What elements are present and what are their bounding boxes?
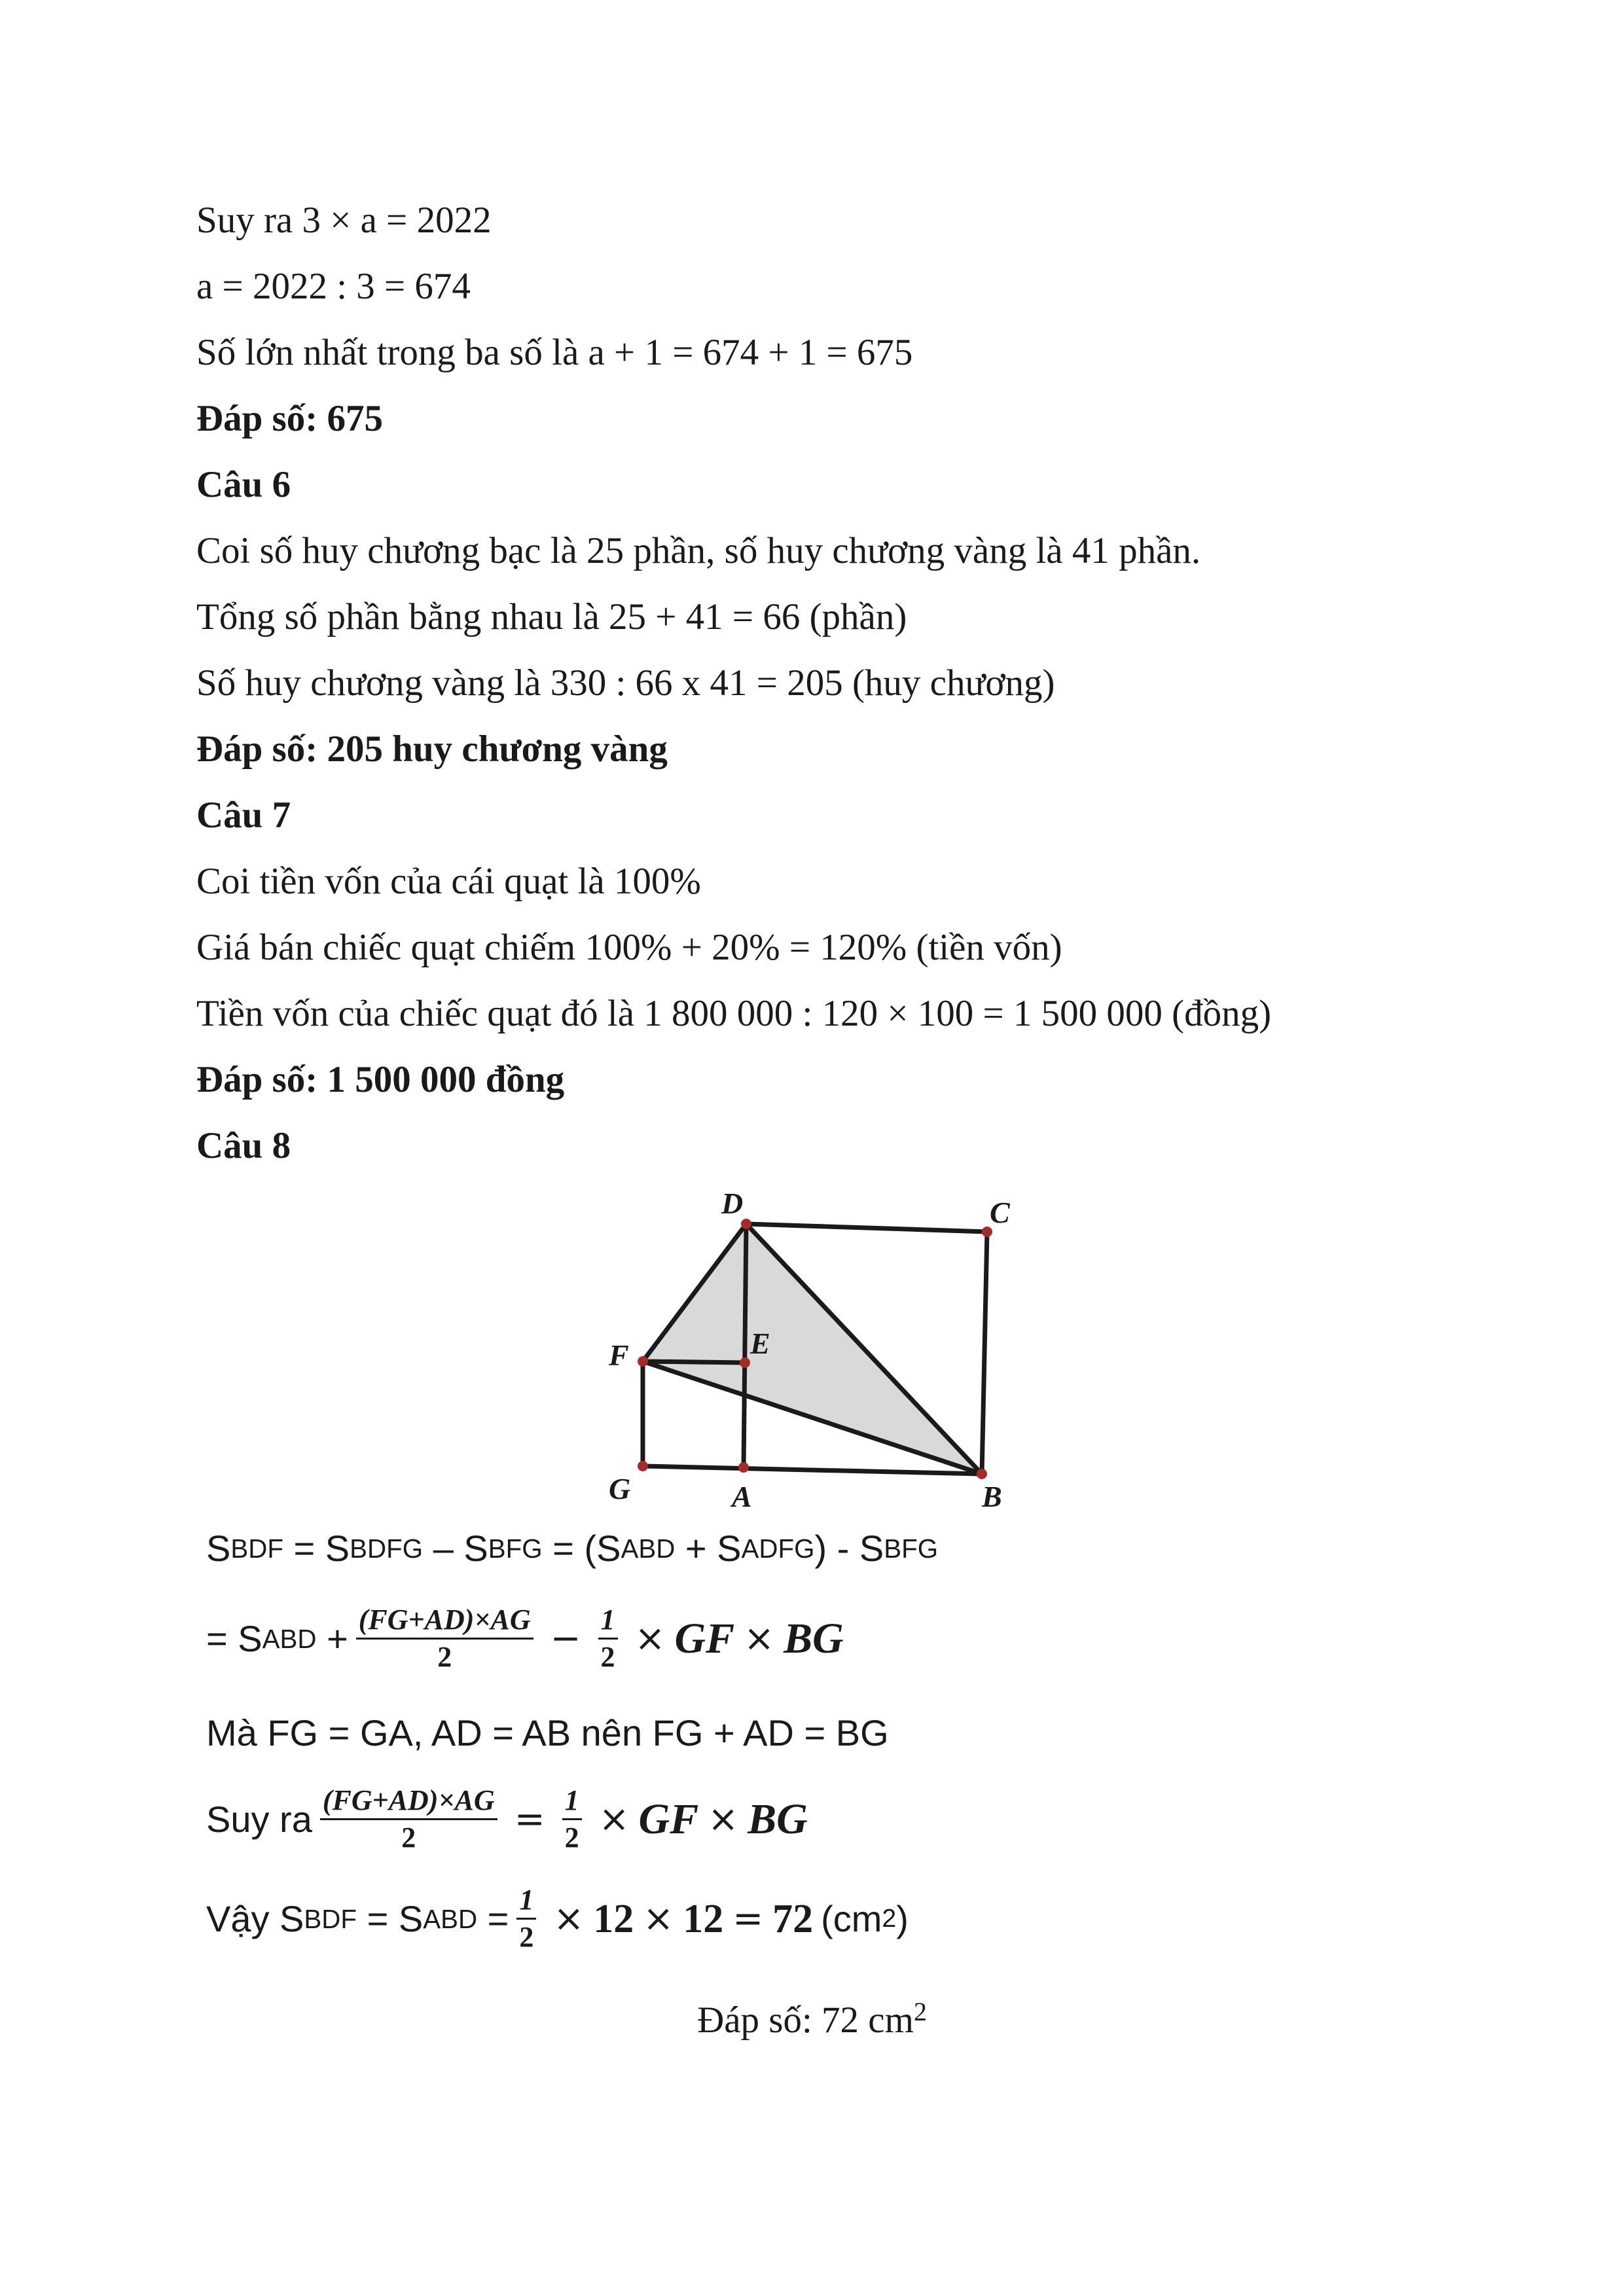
- text-eq-paren: = (S: [542, 1528, 621, 1569]
- sym-s: S: [206, 1528, 231, 1569]
- label-d: D: [721, 1187, 744, 1220]
- label-e: E: [750, 1327, 770, 1360]
- heading-cau-8: Câu 8: [196, 1125, 291, 1166]
- label-g: G: [609, 1472, 631, 1505]
- half-denominator: 2: [519, 1921, 534, 1954]
- text-line-1: Suy ra 3 × a = 2022: [196, 200, 492, 241]
- text-line-6: Coi số huy chương bạc là 25 phần, số huy chương vàng là 41 phần.: [196, 530, 1201, 571]
- op-minus: −: [550, 1617, 581, 1660]
- answer-line-675: Đáp số: 675: [196, 398, 384, 439]
- op-times: ×: [598, 1797, 630, 1840]
- var-gf: GF: [638, 1795, 699, 1843]
- fraction-numerator: (FG+AD)×AG: [320, 1785, 497, 1820]
- label-b: B: [982, 1480, 1002, 1513]
- text-line-2: a = 2022 : 3 = 674: [196, 266, 471, 307]
- final-answer-power: 2: [913, 1997, 927, 2027]
- shaded-triangle-bdf: [643, 1224, 982, 1474]
- num-72: 72: [772, 1896, 814, 1941]
- fraction-denominator: 2: [437, 1641, 452, 1674]
- math-line-5: Vậy S BDF = S ABD = $\frac{1}{2}$ × 12 × 12 = 72 (cm 2 ): [206, 1884, 909, 1954]
- point-g: [638, 1461, 648, 1471]
- op-times: ×: [553, 1897, 585, 1940]
- text-line-12: Giá bán chiếc quạt chiếm 100% + 20% = 120% (tiền vốn): [196, 927, 1062, 968]
- unit-close: ): [896, 1897, 909, 1939]
- op-times: ×: [634, 1617, 666, 1660]
- text-eq: =: [477, 1897, 509, 1939]
- text-line-13: Tiền vốn của chiếc quạt đó là 1 800 000 : 120 × 100 = 1 500 000 (đồng): [196, 993, 1272, 1034]
- text-line-11: Coi tiền vốn của cái quạt là 100%: [196, 861, 701, 902]
- text-plus: + S: [675, 1528, 742, 1569]
- half-numerator: 1: [598, 1605, 618, 1640]
- fraction-denominator: 2: [401, 1821, 416, 1854]
- text-minus: – S: [423, 1528, 488, 1569]
- unit-cm: (cm: [821, 1897, 882, 1939]
- edge-fe: [643, 1361, 745, 1363]
- fraction-numerator: (FG+AD)×AG: [356, 1605, 533, 1640]
- heading-cau-7: Câu 7: [196, 795, 291, 836]
- fraction-one-half: [598, 1605, 618, 1672]
- text-close-minus: ) - S: [814, 1528, 884, 1569]
- text-suy-ra: Suy ra: [206, 1798, 312, 1840]
- fraction-one-half: [562, 1785, 582, 1853]
- op-equals: =: [732, 1897, 764, 1940]
- final-answer: [0, 1997, 1624, 2041]
- num-12: 12: [593, 1896, 634, 1941]
- op-times-2: ×: [643, 1897, 674, 1940]
- half-denominator: 2: [600, 1641, 615, 1674]
- text-eq: = S: [283, 1528, 350, 1569]
- text-line-7: Tổng số phần bằng nhau là 25 + 41 = 66 (phần): [196, 596, 907, 637]
- edge-dc: [746, 1224, 987, 1232]
- text-line-8: Số huy chương vàng là 330 : 66 x 41 = 205 (huy chương): [196, 662, 1055, 704]
- edge-gb: [643, 1466, 982, 1474]
- var-gf: GF: [674, 1614, 735, 1662]
- math-line-3: Mà FG = GA, AD = AB nên FG + AD = BG: [206, 1712, 889, 1753]
- point-a: [738, 1462, 749, 1473]
- label-c: C: [990, 1196, 1010, 1229]
- final-answer-text: Đáp số: 72 cm: [697, 2000, 914, 2041]
- var-bg: BG: [748, 1795, 808, 1843]
- op-times-2: ×: [708, 1797, 739, 1840]
- op-times-2: ×: [744, 1617, 775, 1660]
- math-line-2: = S ABD + $\frac{(FG+AD)\times AG}{2}$ − $\frac{1}{2}$ × GF × BG: [206, 1604, 844, 1674]
- half-denominator: 2: [564, 1821, 579, 1854]
- fraction-fg-ad-ag: [356, 1605, 533, 1672]
- answer-line-1500000: Đáp số: 1 500 000 đồng: [196, 1059, 565, 1100]
- fraction-one-half: [516, 1885, 536, 1952]
- point-b: [977, 1469, 987, 1479]
- math-line-1: S BDF = S BDFG – S BFG = (S ABD + S ADFG ) - S BFG: [206, 1528, 939, 1569]
- geometry-figure: [589, 1172, 1034, 1518]
- text-eq-s: = S: [206, 1617, 262, 1659]
- op-equals: =: [514, 1797, 545, 1840]
- text-eq-s: = S: [357, 1897, 424, 1939]
- point-d: [741, 1219, 751, 1229]
- heading-cau-6: Câu 6: [196, 464, 291, 505]
- edge-da: [744, 1224, 746, 1467]
- half-numerator: 1: [562, 1785, 582, 1820]
- var-bg: BG: [784, 1614, 844, 1662]
- num-12-b: 12: [683, 1896, 724, 1941]
- answer-line-205: Đáp số: 205 huy chương vàng: [196, 728, 668, 770]
- text-vay-s: Vậy S: [206, 1897, 304, 1939]
- fraction-fg-ad-ag: [320, 1785, 497, 1853]
- edge-cb: [982, 1232, 987, 1474]
- label-f: F: [609, 1338, 629, 1372]
- label-a: A: [732, 1480, 752, 1513]
- text-line-3: Số lớn nhất trong ba số là a + 1 = 674 + 1 = 675: [196, 332, 913, 373]
- math-line-4: [206, 1785, 808, 1853]
- point-e: [740, 1357, 750, 1368]
- text-plus: +: [316, 1617, 348, 1659]
- half-numerator: 1: [516, 1885, 536, 1920]
- point-f: [638, 1356, 648, 1367]
